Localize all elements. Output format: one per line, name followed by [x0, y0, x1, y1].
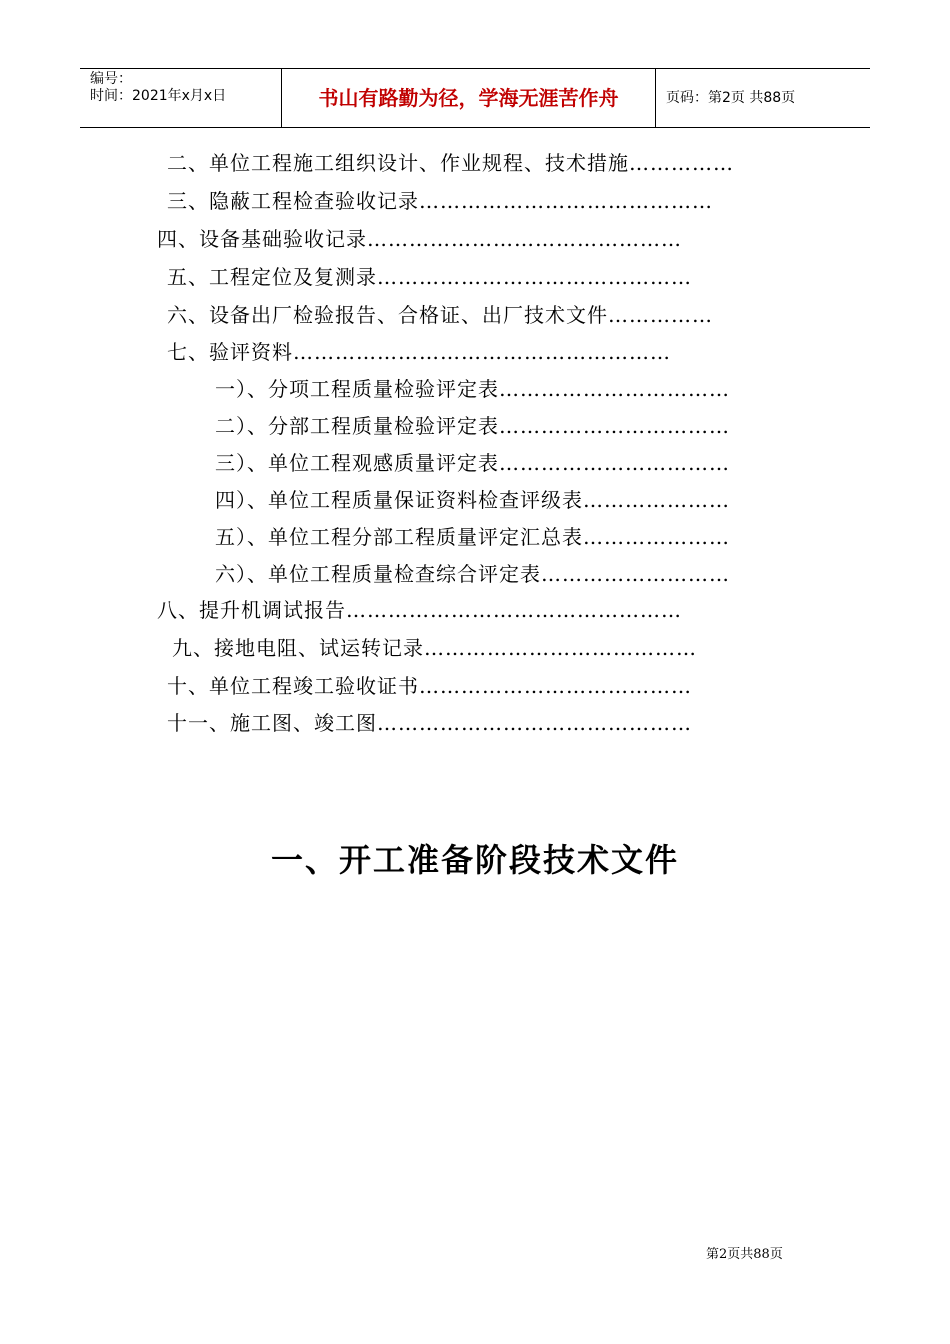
toc-entry: 七、验评资料……………………………………………… — [167, 340, 671, 364]
document-date: 时间：2021年x月x日 — [90, 88, 227, 104]
header-page-info: 页码：第2页 共88页 — [666, 90, 796, 106]
toc-entry: 五）、单位工程分部工程质量评定汇总表………………… — [215, 525, 730, 549]
page-footer: 第2页共88页 — [706, 1247, 783, 1262]
toc-entry: 十、单位工程竣工验收证书………………………………… — [167, 674, 692, 698]
toc-entry: 八、提升机调试报告………………………………………… — [157, 598, 682, 622]
toc-entry: 三、隐蔽工程检查验收记录…………………………………… — [167, 189, 713, 213]
toc-entry: 二）、分部工程质量检验评定表…………………………… — [215, 414, 730, 438]
toc-entry: 四）、单位工程质量保证资料检查评级表………………… — [215, 488, 730, 512]
toc-entry: 四、设备基础验收记录……………………………………… — [157, 227, 682, 251]
toc-entry: 六）、单位工程质量检查综合评定表……………………… — [215, 562, 730, 586]
page-header — [80, 68, 870, 128]
toc-entry: 三）、单位工程观感质量评定表…………………………… — [215, 451, 730, 475]
toc-entry: 一）、分项工程质量检验评定表…………………………… — [215, 377, 730, 401]
toc-entry: 二、单位工程施工组织设计、作业规程、技术措施…………… — [167, 151, 734, 175]
toc-entry: 十一、施工图、竣工图……………………………………… — [167, 711, 692, 735]
header-meta-cell — [80, 69, 282, 127]
section-heading: 一、开工准备阶段技术文件 — [270, 841, 679, 879]
toc-entry: 六、设备出厂检验报告、合格证、出厂技术文件…………… — [167, 303, 713, 327]
toc-entry: 九、接地电阻、试运转记录………………………………… — [172, 636, 697, 660]
document-number-label: 编号： — [90, 71, 132, 87]
toc-entry: 五、工程定位及复测录……………………………………… — [167, 265, 692, 289]
header-motto: 书山有路勤为径，学海无涯苦作舟 — [282, 69, 656, 127]
